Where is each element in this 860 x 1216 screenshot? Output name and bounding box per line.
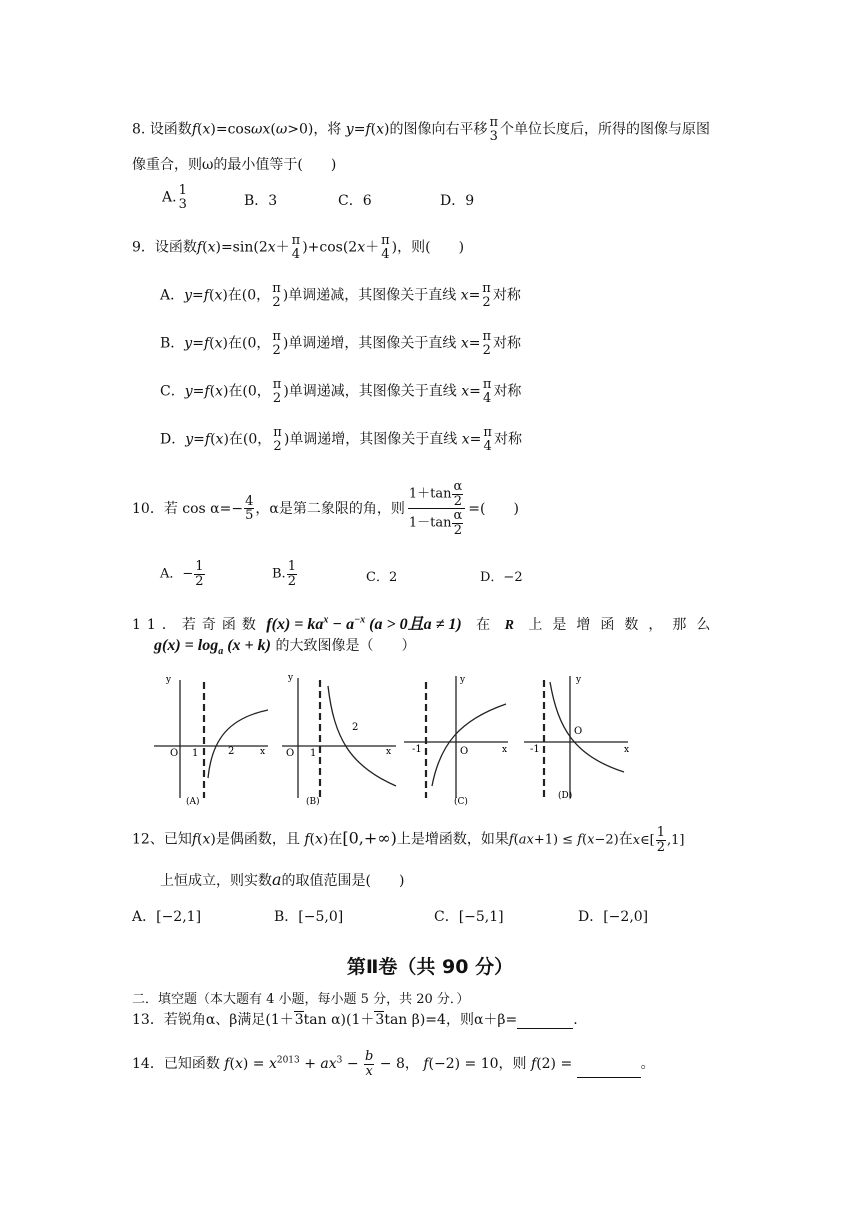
fill-in-heading: 二．填空题（本大题有 4 小题，每小题 5 分，共 20 分．） (132, 992, 470, 1007)
q12-option-c: C．[−5,1] (434, 909, 504, 925)
graph-c-y-label: y (460, 675, 466, 685)
graph-b-tick-2: 2 (352, 722, 359, 733)
q14-answer-blank[interactable] (577, 1077, 641, 1078)
graph-d-y-label: y (576, 675, 582, 685)
graph-a-tick-2: 2 (228, 746, 235, 757)
q12-line2: 上恒成立，则实数a的取值范围是( ) (160, 870, 405, 889)
graph-b-curve (328, 686, 396, 786)
q14: 14．已知函数 $f(x) = x^{2013} + ax^3$ − $\frac{b}{x}$ − 8， f(−2) = 10，则 f(2) = 。 (132, 1049, 655, 1079)
graph-d-x-label: x (624, 745, 630, 755)
graph-a-origin: O (170, 748, 179, 759)
graph-d-tick-1: -1 (530, 744, 540, 755)
graph-c-curve (432, 704, 506, 786)
q8-option-c: C．6 (338, 193, 372, 209)
q10-option-b: B. $\frac{1}{2}$ (272, 559, 296, 589)
pi-over-3: π 3 (489, 115, 499, 144)
graph-a-caption: (A) (186, 797, 200, 807)
graph-b-x-label: x (386, 747, 392, 757)
q9-option-d: D．y=f(x)在(0， π 2 )单调递增，其图像关于直线 x= π 4 对称 (160, 425, 522, 454)
q8-option-b: B．3 (244, 193, 278, 209)
q9-option-c: C．y=f(x)在(0， π 2 )单调递减，其图像关于直线 x= π 4 对称 (160, 377, 522, 406)
graph-c (404, 676, 508, 798)
q8-option-d: D．9 (440, 193, 475, 209)
q11-line2: $g(x) = \log_a (x + k)$ 的大致图像是（ ） (154, 637, 416, 658)
graph-d-curve (550, 682, 624, 772)
graph-d-origin: O (574, 726, 583, 737)
q10-stem: 10．若 cos α=− $\frac{4}{5}$ ，α是第二象限的角，则 1＋tan $\frac{\alpha}{2}$ 1－tan $\frac{\alpha}{2}$ =( ) (132, 479, 519, 538)
q10-option-d: D．−2 (480, 570, 523, 585)
q12-option-b: B．[−5,0] (274, 909, 344, 925)
graph-b-caption: (B) (306, 797, 320, 807)
q8-option-a: A. 1 3 (162, 183, 187, 212)
graph-c-x-label: x (502, 745, 508, 755)
q13: 13．若锐角α、β满足(1＋3tan α)(1＋3tan β)=4，则α＋β= . (132, 1012, 578, 1028)
graph-b (282, 678, 396, 798)
graph-a-tick-1: 1 (192, 748, 199, 759)
graph-b-origin: O (286, 748, 295, 759)
graph-b-tick-1: 1 (310, 748, 317, 759)
graph-a-y-label: y (166, 675, 172, 685)
graph-c-origin: O (460, 746, 469, 757)
graph-d (524, 676, 628, 798)
q9-stem: 9．设函数f(x)=sin(2x＋ π 4 )+cos(2x＋ π 4 )，则( ) (132, 233, 465, 262)
q8-line1: 8. 设函数f(x)=cosωx(ω>0)，将 y=f(x)的图像向右平移 π 3 个单位长度后，所得的图像与原图 (132, 115, 711, 144)
q13-answer-blank[interactable] (517, 1028, 573, 1029)
q8-line2: 像重合，则ω的最小值等于( ) (132, 157, 337, 173)
graph-c-tick-1: -1 (412, 744, 422, 755)
q10-option-a: A．− $\frac{1}{2}$ (160, 559, 204, 589)
q12-line1: 12、已知f(x)是偶函数，且 f(x)在[0,+∞)上是增函数，如果f(ax+1) ≤ f(x−2)在x∈[ $\frac{1}{2}$ ,1] (132, 825, 685, 855)
q11-graphs (150, 668, 640, 808)
q9-option-a: A．y=f(x)在(0， π 2 )单调递减，其图像关于直线 x= π 2 对称 (160, 281, 521, 310)
q10-option-c: C．2 (366, 570, 398, 585)
graph-b-y-label: y (288, 673, 294, 683)
graph-a-curve (208, 710, 268, 778)
q12-option-a: A．[−2,1] (132, 909, 202, 925)
graph-c-caption: (C) (454, 797, 468, 807)
q12-option-d: D．[−2,0] (578, 909, 649, 925)
q11-line1: 11．若奇函数 $f(x) = ka^x - a^{-x}$ (a > 0且a ≠ 1) 在 R 上是增函数，那么 (132, 614, 721, 633)
q9-option-b: B．y=f(x)在(0， π 2 )单调递增，其图像关于直线 x= π 2 对称 (160, 329, 522, 358)
graph-d-caption: (D) (558, 791, 573, 801)
graph-a (154, 680, 268, 798)
graph-a-x-label: x (260, 747, 266, 757)
section-title: 第Ⅱ卷（共 90 分） (346, 956, 514, 978)
